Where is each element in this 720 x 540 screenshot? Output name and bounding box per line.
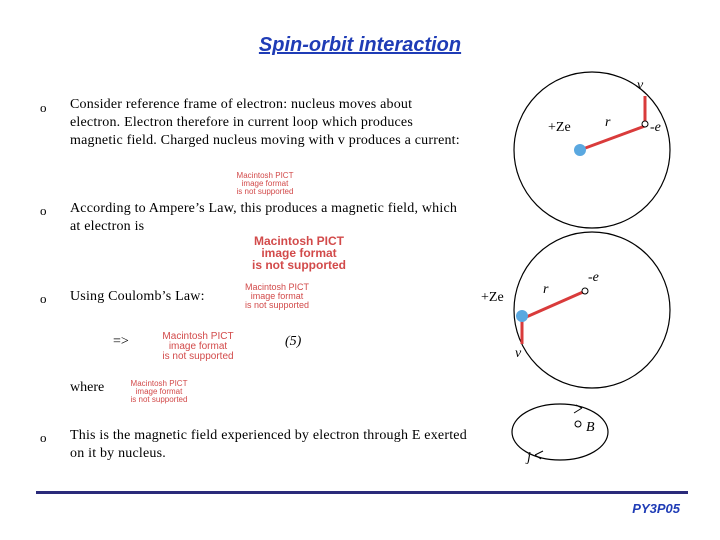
diagram2-r-label: r (543, 282, 549, 297)
electron-dot (642, 121, 648, 127)
bullet-marker: o (40, 203, 47, 218)
field-point (575, 421, 581, 427)
electron-dot (582, 288, 588, 294)
bullet-text-4: This is the magnetic field experienced by electron through E exerted on it by nucleus. (70, 428, 467, 461)
diagram1-v-label: v (637, 78, 644, 93)
footer-course-code: PY3P05 (632, 501, 680, 516)
equation-number: (5) (285, 334, 302, 349)
pict-placeholder-where: Macintosh PICT image format is not supported (130, 379, 188, 404)
pict-placeholder-coulomb: Macintosh PICT image format is not supported (244, 282, 310, 310)
pict-placeholder-ampere: Macintosh PICT image format is not supported (252, 234, 346, 272)
bullet-marker: o (40, 430, 47, 445)
bullet-text-1: Consider reference frame of electron: nucleus moves about electron. Electron therefore in current loop which produces magnetic field. Charged nucleus moving with v produces a current: (70, 97, 460, 148)
diagram3-j-label: j (527, 450, 531, 465)
nucleus-dot (516, 310, 528, 322)
radius-vector (580, 126, 645, 150)
bullet-marker: o (40, 291, 47, 306)
where-label: where (70, 380, 105, 395)
diagram1-r-label: r (605, 115, 611, 130)
diagram-electron-frame (514, 232, 670, 388)
pict-placeholder-result: Macintosh PICT image format is not supported (162, 331, 234, 362)
bullet-text-2: According to Ampere’s Law, this produces a magnetic field, which at electron is (70, 201, 458, 234)
diagram1-nucleus-label: +Ze (548, 120, 571, 135)
slide-title: Spin-orbit interaction (258, 34, 462, 56)
nucleus-dot (574, 144, 586, 156)
orbit-circle (514, 232, 670, 388)
diagram2-v-label: v (515, 346, 522, 361)
bullet-text-3: Using Coulomb’s Law: (70, 289, 205, 304)
loop-arrow (574, 408, 582, 413)
diagram-nucleus-frame (514, 72, 670, 228)
radius-vector (524, 292, 583, 318)
diagram1-electron-label: -e (650, 120, 661, 135)
diagram2-nucleus-label: +Ze (481, 290, 504, 305)
loop-arrow (535, 451, 543, 455)
footer-rule (36, 491, 688, 494)
diagram2-electron-label: -e (588, 270, 599, 285)
pict-placeholder-current: Macintosh PICT image format is not supported (236, 171, 294, 196)
implies-arrow: => (113, 334, 129, 349)
bullet-marker: o (40, 100, 47, 115)
orbit-circle (514, 72, 670, 228)
diagram3-b-label: B (586, 420, 595, 435)
